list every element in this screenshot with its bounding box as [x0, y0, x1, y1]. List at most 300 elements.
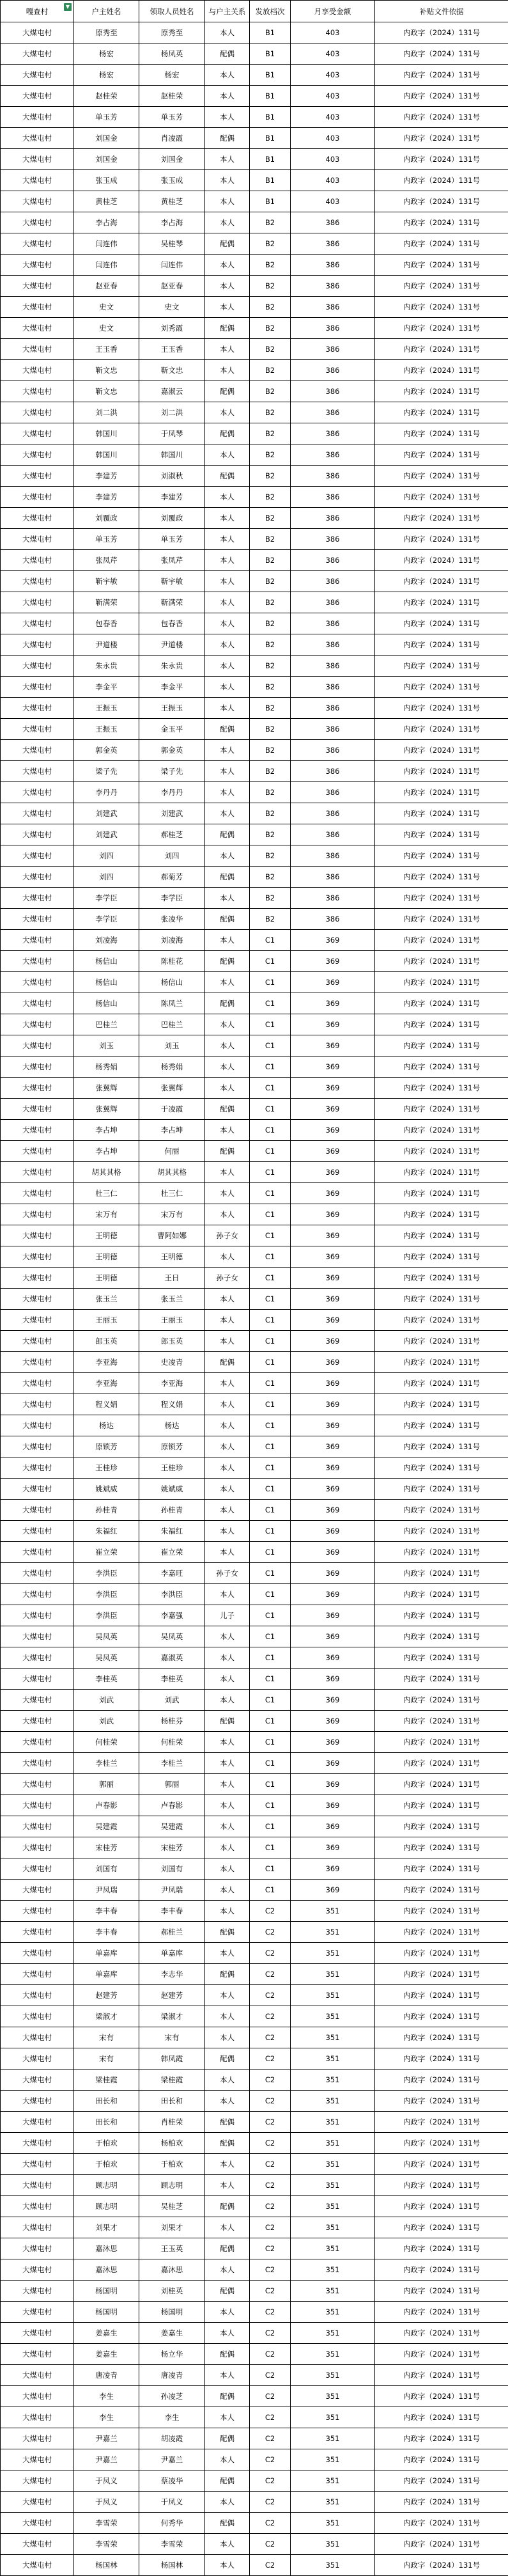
recipient-cell: 宋万有: [139, 1204, 205, 1225]
grade-cell: C2: [250, 2302, 291, 2323]
village-cell: 大煤屯村: [1, 2196, 74, 2217]
village-cell: 大煤屯村: [1, 444, 74, 466]
recipient-cell: 张玉兰: [139, 1289, 205, 1310]
household-head-cell: 韩国川: [74, 423, 139, 444]
relation-cell: 儿子: [205, 1605, 250, 1626]
village-cell: 大煤屯村: [1, 107, 74, 128]
grade-cell: C2: [250, 2006, 291, 2027]
policy-basis-cell: 内政字（2024）131号: [375, 761, 508, 782]
policy-basis-cell: 内政字（2024）131号: [375, 930, 508, 951]
grade-cell: B2: [250, 255, 291, 276]
village-cell: 大煤屯村: [1, 2513, 74, 2534]
recipient-cell: 田长和: [139, 2091, 205, 2112]
household-head-cell: 王振玉: [74, 698, 139, 719]
recipient-cell: 杨达: [139, 1415, 205, 1436]
recipient-cell: 包春香: [139, 613, 205, 634]
header-cell-village[interactable]: 嘎查村 ▼: [1, 1, 74, 22]
monthly-amount-cell: 386: [291, 740, 375, 761]
recipient-cell: 吴桂芝: [139, 2196, 205, 2217]
grade-cell: C1: [250, 1225, 291, 1246]
recipient-cell: 刘秀霞: [139, 318, 205, 339]
policy-basis-cell: 内政字（2024）131号: [375, 1204, 508, 1225]
grade-cell: B2: [250, 212, 291, 233]
village-cell: 大煤屯村: [1, 1310, 74, 1331]
grade-cell: B2: [250, 803, 291, 824]
relation-cell: 本人: [205, 1183, 250, 1204]
monthly-amount-cell: 369: [291, 1626, 375, 1647]
village-cell: 大煤屯村: [1, 1056, 74, 1078]
relation-cell: 本人: [205, 2323, 250, 2344]
relation-cell: 本人: [205, 170, 250, 191]
policy-basis-cell: 内政字（2024）131号: [375, 2555, 508, 2576]
grade-cell: C2: [250, 1985, 291, 2006]
table-row: [1, 1584, 508, 1605]
recipient-cell: 于凤义: [139, 2492, 205, 2513]
household-head-cell: 刘国有: [74, 1858, 139, 1880]
monthly-amount-cell: 403: [291, 22, 375, 43]
recipient-cell: 赵建芳: [139, 1985, 205, 2006]
policy-basis-cell: 内政字（2024）131号: [375, 1605, 508, 1626]
recipient-cell: 靳宇敏: [139, 571, 205, 592]
recipient-cell: 李丰春: [139, 1901, 205, 1922]
village-cell: 大煤屯村: [1, 1120, 74, 1141]
village-cell: 大煤屯村: [1, 2407, 74, 2428]
relation-cell: 本人: [205, 1774, 250, 1795]
relation-cell: 本人: [205, 2365, 250, 2386]
household-head-cell: 何桂荣: [74, 1732, 139, 1753]
grade-cell: C2: [250, 1964, 291, 1985]
household-head-cell: 单玉芳: [74, 107, 139, 128]
monthly-amount-cell: 351: [291, 1964, 375, 1985]
grade-cell: C1: [250, 1521, 291, 1542]
monthly-amount-cell: 351: [291, 2281, 375, 2302]
grade-cell: B2: [250, 550, 291, 571]
relation-cell: 本人: [205, 698, 250, 719]
recipient-cell: 杨桂芬: [139, 1711, 205, 1732]
recipient-cell: 王振玉: [139, 698, 205, 719]
grade-cell: B1: [250, 22, 291, 43]
recipient-cell: 梁桂霞: [139, 2069, 205, 2091]
household-head-cell: 尹嘉兰: [74, 2428, 139, 2449]
monthly-amount-cell: 351: [291, 2259, 375, 2281]
monthly-amount-cell: 386: [291, 571, 375, 592]
policy-basis-cell: 内政字（2024）131号: [375, 1120, 508, 1141]
recipient-cell: 单玉芳: [139, 529, 205, 550]
relation-cell: 本人: [205, 2006, 250, 2027]
household-head-cell: 刘国金: [74, 128, 139, 149]
household-head-cell: 李亚海: [74, 1352, 139, 1373]
village-cell: 大煤屯村: [1, 824, 74, 845]
monthly-amount-cell: 369: [291, 1246, 375, 1268]
grade-cell: C1: [250, 1584, 291, 1605]
policy-basis-cell: 内政字（2024）131号: [375, 1732, 508, 1753]
grade-cell: C1: [250, 1120, 291, 1141]
household-head-cell: 崔立荣: [74, 1542, 139, 1563]
village-cell: 大煤屯村: [1, 2365, 74, 2386]
household-head-cell: 胡其其格: [74, 1162, 139, 1183]
policy-basis-cell: 内政字（2024）131号: [375, 107, 508, 128]
recipient-cell: 尹凤瑞: [139, 1880, 205, 1901]
village-cell: 大煤屯村: [1, 761, 74, 782]
household-head-cell: 杨国明: [74, 2302, 139, 2323]
policy-basis-cell: 内政字（2024）131号: [375, 2323, 508, 2344]
table-row: [1, 444, 508, 466]
household-head-cell: 梁子先: [74, 761, 139, 782]
table-row: [1, 2386, 508, 2407]
relation-cell: 本人: [205, 1246, 250, 1268]
relation-cell: 本人: [205, 1626, 250, 1647]
grade-cell: B2: [250, 761, 291, 782]
table-row: [1, 1141, 508, 1162]
recipient-cell: 姚斌威: [139, 1479, 205, 1500]
monthly-amount-cell: 369: [291, 1415, 375, 1436]
recipient-cell: 刘果才: [139, 2217, 205, 2238]
grade-cell: C2: [250, 2534, 291, 2555]
household-head-cell: 杨秀娟: [74, 1056, 139, 1078]
village-cell: 大煤屯村: [1, 2555, 74, 2576]
table-row: [1, 1162, 508, 1183]
monthly-amount-cell: 369: [291, 1099, 375, 1120]
policy-basis-cell: 内政字（2024）131号: [375, 677, 508, 698]
table-row: [1, 2154, 508, 2175]
table-row: [1, 1457, 508, 1479]
table-row: [1, 930, 508, 951]
village-cell: 大煤屯村: [1, 2470, 74, 2492]
household-head-cell: 杜三仁: [74, 1183, 139, 1204]
monthly-amount-cell: 386: [291, 339, 375, 360]
monthly-amount-cell: 369: [291, 1584, 375, 1605]
table-row: [1, 1268, 508, 1289]
table-row: [1, 65, 508, 86]
policy-basis-cell: 内政字（2024）131号: [375, 255, 508, 276]
grade-cell: B2: [250, 276, 291, 297]
policy-basis-cell: 内政字（2024）131号: [375, 698, 508, 719]
table-row: [1, 2196, 508, 2217]
monthly-amount-cell: 403: [291, 170, 375, 191]
policy-basis-cell: 内政字（2024）131号: [375, 423, 508, 444]
policy-basis-cell: 内政字（2024）131号: [375, 2344, 508, 2365]
village-cell: 大煤屯村: [1, 1584, 74, 1605]
grade-cell: B2: [250, 845, 291, 867]
table-row: [1, 634, 508, 656]
monthly-amount-cell: 386: [291, 824, 375, 845]
recipient-cell: 杨秀娟: [139, 1056, 205, 1078]
policy-basis-cell: 内政字（2024）131号: [375, 339, 508, 360]
relation-cell: 配偶: [205, 381, 250, 402]
grade-cell: B1: [250, 65, 291, 86]
policy-basis-cell: 内政字（2024）131号: [375, 993, 508, 1014]
recipient-cell: 赵亚春: [139, 276, 205, 297]
monthly-amount-cell: 369: [291, 1289, 375, 1310]
policy-basis-cell: 内政字（2024）131号: [375, 1289, 508, 1310]
village-cell: 大煤屯村: [1, 2534, 74, 2555]
grade-cell: C2: [250, 2069, 291, 2091]
grade-cell: C1: [250, 1373, 291, 1394]
household-head-cell: 杨信山: [74, 972, 139, 993]
table-row: [1, 1669, 508, 1690]
recipient-cell: 吴桂琴: [139, 233, 205, 255]
policy-basis-cell: 内政字（2024）131号: [375, 867, 508, 888]
monthly-amount-cell: 351: [291, 2513, 375, 2534]
policy-basis-cell: 内政字（2024）131号: [375, 824, 508, 845]
policy-basis-cell: 内政字（2024）131号: [375, 719, 508, 740]
village-cell: 大煤屯村: [1, 803, 74, 824]
village-cell: 大煤屯村: [1, 529, 74, 550]
village-cell: 大煤屯村: [1, 2133, 74, 2154]
policy-basis-cell: 内政字（2024）131号: [375, 951, 508, 972]
village-cell: 大煤屯村: [1, 1669, 74, 1690]
policy-basis-cell: 内政字（2024）131号: [375, 2407, 508, 2428]
policy-basis-cell: 内政字（2024）131号: [375, 2112, 508, 2133]
relation-cell: 配偶: [205, 2470, 250, 2492]
household-head-cell: 靳文忠: [74, 381, 139, 402]
household-head-cell: 顾志明: [74, 2196, 139, 2217]
table-row: [1, 2217, 508, 2238]
monthly-amount-cell: 386: [291, 212, 375, 233]
village-cell: 大煤屯村: [1, 1479, 74, 1500]
table-row: [1, 1964, 508, 1985]
recipient-cell: 黄桂芝: [139, 191, 205, 212]
monthly-amount-cell: 386: [291, 719, 375, 740]
village-cell: 大煤屯村: [1, 1141, 74, 1162]
policy-basis-cell: 内政字（2024）131号: [375, 43, 508, 65]
filter-dropdown-icon[interactable]: ▼: [64, 3, 72, 11]
table-row: [1, 1204, 508, 1225]
monthly-amount-cell: 386: [291, 466, 375, 487]
village-cell: 大煤屯村: [1, 1521, 74, 1542]
monthly-amount-cell: 369: [291, 1352, 375, 1373]
table-row: [1, 2365, 508, 2386]
monthly-amount-cell: 369: [291, 1837, 375, 1858]
relation-cell: 本人: [205, 571, 250, 592]
village-cell: 大煤屯村: [1, 1542, 74, 1563]
monthly-amount-cell: 386: [291, 888, 375, 909]
table-row: [1, 1542, 508, 1563]
village-cell: 大煤屯村: [1, 2027, 74, 2048]
table-row: [1, 466, 508, 487]
policy-basis-cell: 内政字（2024）131号: [375, 1753, 508, 1774]
village-cell: 大煤屯村: [1, 888, 74, 909]
relation-cell: 本人: [205, 1415, 250, 1436]
table-row: [1, 255, 508, 276]
policy-basis-cell: 内政字（2024）131号: [375, 845, 508, 867]
monthly-amount-cell: 369: [291, 1732, 375, 1753]
household-head-cell: 刘果才: [74, 2217, 139, 2238]
village-cell: 大煤屯村: [1, 1647, 74, 1669]
policy-basis-cell: 内政字（2024）131号: [375, 1141, 508, 1162]
grade-cell: C1: [250, 1605, 291, 1626]
recipient-cell: 杨柏欢: [139, 2133, 205, 2154]
monthly-amount-cell: 369: [291, 972, 375, 993]
monthly-amount-cell: 351: [291, 2196, 375, 2217]
relation-cell: 本人: [205, 2259, 250, 2281]
policy-basis-cell: 内政字（2024）131号: [375, 1880, 508, 1901]
table-row: [1, 1225, 508, 1246]
policy-basis-cell: 内政字（2024）131号: [375, 1500, 508, 1521]
household-head-cell: 梁桂霞: [74, 2069, 139, 2091]
recipient-cell: 嘉沐思: [139, 2259, 205, 2281]
policy-basis-cell: 内政字（2024）131号: [375, 212, 508, 233]
household-head-cell: 唐凌青: [74, 2365, 139, 2386]
recipient-cell: 李洪臣: [139, 1584, 205, 1605]
policy-basis-cell: 内政字（2024）131号: [375, 1584, 508, 1605]
household-head-cell: 朱永贵: [74, 656, 139, 677]
grade-cell: B2: [250, 529, 291, 550]
village-cell: 大煤屯村: [1, 1605, 74, 1626]
table-row: [1, 276, 508, 297]
relation-cell: 本人: [205, 1880, 250, 1901]
monthly-amount-cell: 386: [291, 423, 375, 444]
table-row: [1, 1099, 508, 1120]
village-cell: 大煤屯村: [1, 993, 74, 1014]
grade-cell: B2: [250, 867, 291, 888]
grade-cell: C2: [250, 2048, 291, 2069]
village-cell: 大煤屯村: [1, 1500, 74, 1521]
monthly-amount-cell: 351: [291, 2112, 375, 2133]
household-head-cell: 刘建武: [74, 824, 139, 845]
relation-cell: 本人: [205, 888, 250, 909]
recipient-cell: 孙凌芝: [139, 2386, 205, 2407]
recipient-cell: 李金平: [139, 677, 205, 698]
policy-basis-cell: 内政字（2024）131号: [375, 1352, 508, 1373]
grade-cell: C2: [250, 1922, 291, 1943]
table-row: [1, 2513, 508, 2534]
grade-cell: B1: [250, 170, 291, 191]
village-cell: 大煤屯村: [1, 2112, 74, 2133]
recipient-cell: 单嘉库: [139, 1943, 205, 1964]
monthly-amount-cell: 369: [291, 1880, 375, 1901]
relation-cell: 本人: [205, 508, 250, 529]
grade-cell: C1: [250, 1331, 291, 1352]
village-cell: 大煤屯村: [1, 2344, 74, 2365]
recipient-cell: 单玉芳: [139, 107, 205, 128]
monthly-amount-cell: 369: [291, 1141, 375, 1162]
relation-cell: 本人: [205, 1542, 250, 1563]
recipient-cell: 李亚海: [139, 1373, 205, 1394]
policy-basis-cell: 内政字（2024）131号: [375, 2259, 508, 2281]
table-row: [1, 761, 508, 782]
recipient-cell: 李嘉强: [139, 1605, 205, 1626]
monthly-amount-cell: 369: [291, 1035, 375, 1056]
relation-cell: 本人: [205, 2407, 250, 2428]
relation-cell: 本人: [205, 2449, 250, 2470]
policy-basis-cell: 内政字（2024）131号: [375, 740, 508, 761]
recipient-cell: 吴凤英: [139, 1626, 205, 1647]
relation-cell: 配偶: [205, 909, 250, 930]
monthly-amount-cell: 386: [291, 360, 375, 381]
relation-cell: 本人: [205, 1858, 250, 1880]
policy-basis-cell: 内政字（2024）131号: [375, 1774, 508, 1795]
household-head-cell: 刘四: [74, 845, 139, 867]
household-head-cell: 尹道楼: [74, 634, 139, 656]
grade-cell: B2: [250, 740, 291, 761]
relation-cell: 本人: [205, 487, 250, 508]
relation-cell: 本人: [205, 2217, 250, 2238]
recipient-cell: 顾志明: [139, 2175, 205, 2196]
recipient-cell: 赵桂荣: [139, 86, 205, 107]
recipient-cell: 李志华: [139, 1964, 205, 1985]
household-head-cell: 嘉沐思: [74, 2259, 139, 2281]
monthly-amount-cell: 403: [291, 191, 375, 212]
relation-cell: 本人: [205, 2302, 250, 2323]
monthly-amount-cell: 369: [291, 1774, 375, 1795]
household-head-cell: 姜嘉生: [74, 2323, 139, 2344]
table-row: [1, 2175, 508, 2196]
grade-cell: C2: [250, 2323, 291, 2344]
grade-cell: C2: [250, 2259, 291, 2281]
monthly-amount-cell: 351: [291, 2534, 375, 2555]
recipient-cell: 卢春影: [139, 1795, 205, 1816]
village-cell: 大煤屯村: [1, 1078, 74, 1099]
policy-basis-cell: 内政字（2024）131号: [375, 1816, 508, 1837]
household-head-cell: 李桂英: [74, 1669, 139, 1690]
relation-cell: 本人: [205, 360, 250, 381]
recipient-cell: 郝桂芝: [139, 824, 205, 845]
household-head-cell: 顾志明: [74, 2175, 139, 2196]
table-row: [1, 529, 508, 550]
recipient-cell: 张凤芹: [139, 550, 205, 571]
grade-cell: C2: [250, 2492, 291, 2513]
household-head-cell: 刘凌海: [74, 930, 139, 951]
household-head-cell: 郭金英: [74, 740, 139, 761]
village-cell: 大煤屯村: [1, 2386, 74, 2407]
village-cell: 大煤屯村: [1, 2238, 74, 2259]
village-cell: 大煤屯村: [1, 487, 74, 508]
village-cell: 大煤屯村: [1, 2069, 74, 2091]
policy-basis-cell: 内政字（2024）131号: [375, 1331, 508, 1352]
table-row: [1, 2069, 508, 2091]
monthly-amount-cell: 386: [291, 845, 375, 867]
household-head-cell: 姜嘉生: [74, 2344, 139, 2365]
policy-basis-cell: 内政字（2024）131号: [375, 1225, 508, 1246]
policy-basis-cell: 内政字（2024）131号: [375, 2449, 508, 2470]
table-row: [1, 677, 508, 698]
recipient-cell: 李雪荣: [139, 2534, 205, 2555]
village-cell: 大煤屯村: [1, 1626, 74, 1647]
relation-cell: 配偶: [205, 43, 250, 65]
household-head-cell: 于柏欢: [74, 2133, 139, 2154]
monthly-amount-cell: 351: [291, 2492, 375, 2513]
grade-cell: C2: [250, 2470, 291, 2492]
relation-cell: 配偶: [205, 1141, 250, 1162]
household-head-cell: 靳宇敏: [74, 571, 139, 592]
village-cell: 大煤屯村: [1, 1880, 74, 1901]
village-cell: 大煤屯村: [1, 1711, 74, 1732]
relation-cell: 本人: [205, 444, 250, 466]
monthly-amount-cell: 351: [291, 2175, 375, 2196]
grade-cell: B2: [250, 360, 291, 381]
household-head-cell: 单嘉库: [74, 1964, 139, 1985]
policy-basis-cell: 内政字（2024）131号: [375, 1711, 508, 1732]
relation-cell: 配偶: [205, 2196, 250, 2217]
household-head-cell: 梁淑才: [74, 2006, 139, 2027]
household-head-cell: 包春香: [74, 613, 139, 634]
grade-cell: C2: [250, 2196, 291, 2217]
relation-cell: 本人: [205, 1289, 250, 1310]
table-row: [1, 2492, 508, 2513]
policy-basis-cell: 内政字（2024）131号: [375, 1078, 508, 1099]
household-head-cell: 李占坤: [74, 1120, 139, 1141]
monthly-amount-cell: 369: [291, 1078, 375, 1099]
table-row: [1, 191, 508, 212]
grade-cell: C2: [250, 2027, 291, 2048]
monthly-amount-cell: 386: [291, 909, 375, 930]
header-cell-relation: 与户主关系: [205, 1, 250, 22]
recipient-cell: 巴桂兰: [139, 1014, 205, 1035]
village-cell: 大煤屯村: [1, 339, 74, 360]
recipient-cell: 于凤琴: [139, 423, 205, 444]
village-cell: 大煤屯村: [1, 2006, 74, 2027]
